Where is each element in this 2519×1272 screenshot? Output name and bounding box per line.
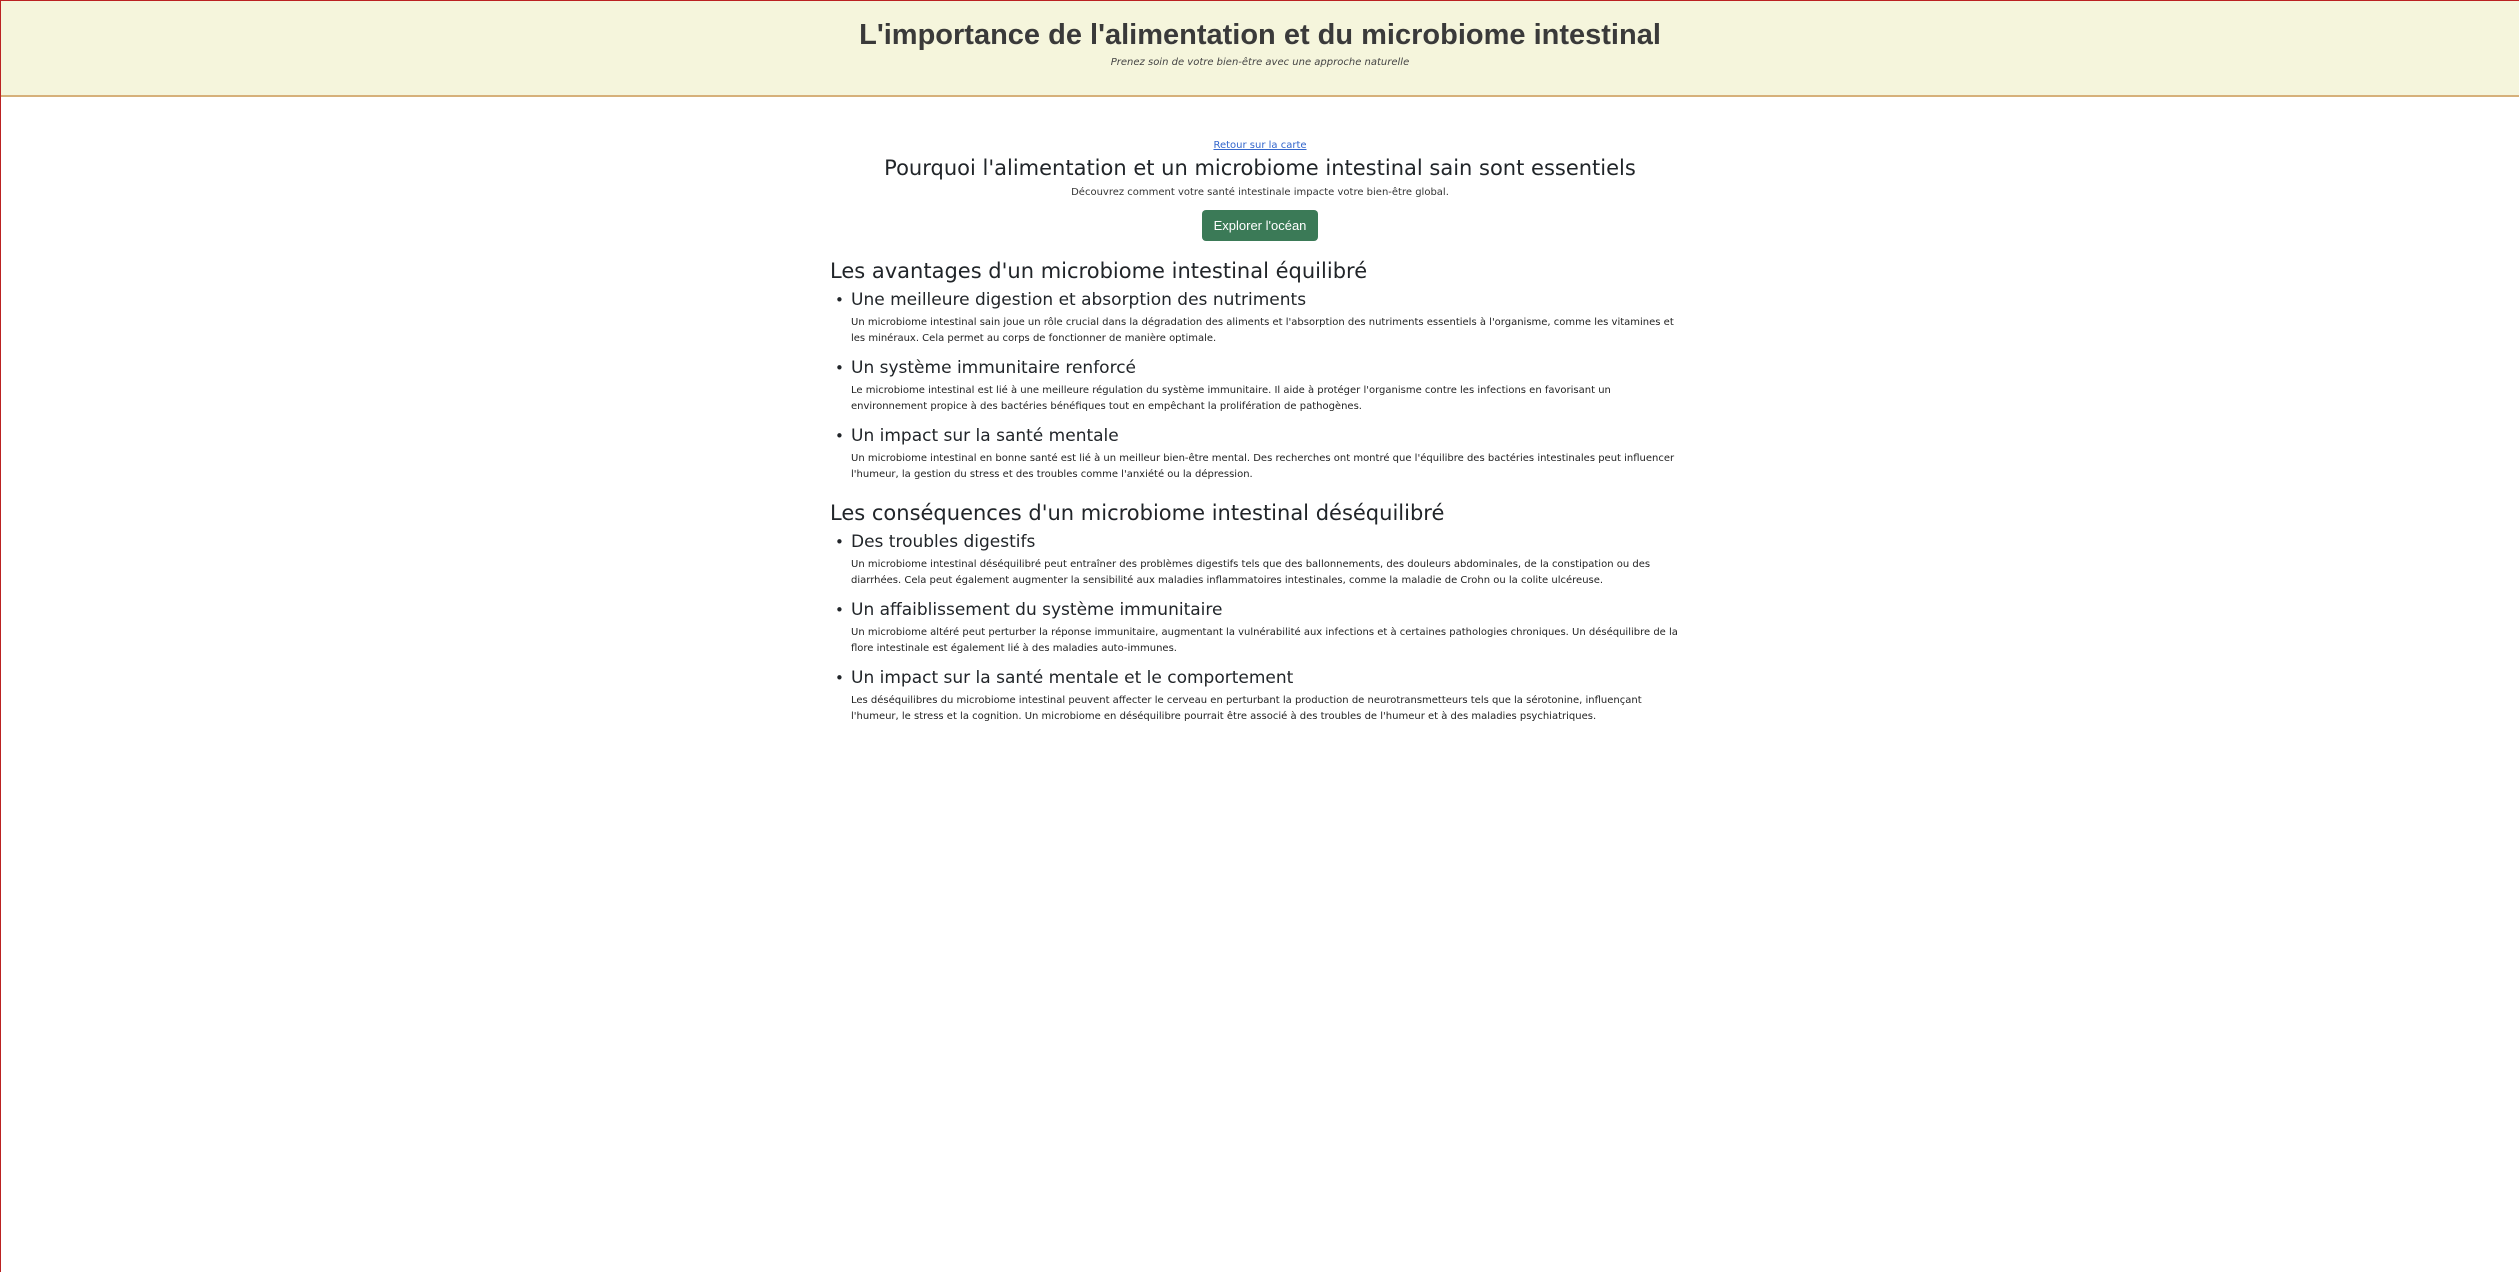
item-title: • Un système immunitaire renforcé — [851, 358, 1136, 378]
section-consequences — [830, 499, 1690, 725]
list-item — [851, 529, 1690, 589]
benefits-list — [830, 287, 1690, 483]
page-heading: Pourquoi l'alimentation et un microbiome intestinal sain sont essentiels — [884, 156, 1636, 180]
list-item — [851, 287, 1690, 347]
item-text: Un microbiome intestinal déséquilibré peut entraîner des problèmes digestifs tels que des ballonnements, des douleurs abdominales, de la constipation ou des diarrhées. Cela peut également augmenter la sensibilité aux maladies inflammatoires intestinales, comme la maladie de Crohn ou la colite ulcéreuse. — [851, 559, 1651, 586]
section-title: Les avantages d'un microbiome intestinal équilibré — [830, 259, 1368, 283]
site-header — [1, 0, 2519, 97]
item-text: Les déséquilibres du microbiome intestinal peuvent affecter le cerveau en perturbant la production de neurotransmetteurs tels que la sérotonine, influençant l'humeur, le stress et la cognition. Un microbiome en déséquilibre pourrait être associé à des troubles de l'humeur et à des maladies psychiatriques. — [851, 695, 1642, 722]
item-title: • Une meilleure digestion et absorption des nutriments — [851, 290, 1307, 310]
item-text: Un microbiome intestinal sain joue un rôle crucial dans la dégradation des aliments et l'absorption des nutriments essentiels à l'organisme, comme les vitamines et les minéraux. Cela permet au corps de fonctionner de manière optimale. — [851, 317, 1674, 344]
item-title: • Des troubles digestifs — [851, 532, 1036, 552]
list-item — [851, 423, 1690, 483]
item-title: • Un impact sur la santé mentale — [851, 426, 1119, 446]
back-to-map-link[interactable]: Retour sur la carte — [1213, 140, 1307, 151]
intro-block — [830, 133, 1690, 241]
item-title: • Un affaiblissement du système immunitaire — [851, 600, 1223, 620]
site-tagline: Prenez soin de votre bien-être avec une approche naturelle — [1110, 57, 1410, 68]
list-item — [851, 597, 1690, 657]
section-benefits — [830, 257, 1690, 483]
section-title: Les conséquences d'un microbiome intestinal déséquilibré — [830, 501, 1445, 525]
explore-ocean-button[interactable]: Explorer l'océan — [1202, 210, 1319, 241]
site-title: L'importance de l'alimentation et du microbiome intestinal — [859, 19, 1661, 51]
item-text: Le microbiome intestinal est lié à une meilleure régulation du système immunitaire. Il aide à protéger l'organisme contre les infections en favorisant un environnement propice à des bactéries bénéfiques tout en empêchant la prolifération de pathogènes. — [851, 385, 1611, 412]
page-intro: Découvrez comment votre santé intestinale impacte votre bien-être global. — [1071, 187, 1449, 198]
item-text: Un microbiome intestinal en bonne santé est lié à un meilleur bien-être mental. Des recherches ont montré que l'équilibre des bactéries intestinales peut influencer l'humeur, la gestion du stress et des troubles comme l'anxiété ou la dépression. — [851, 453, 1675, 480]
main-content — [830, 97, 1690, 725]
item-title: • Un impact sur la santé mentale et le comportement — [851, 668, 1294, 688]
item-text: Un microbiome altéré peut perturber la réponse immunitaire, augmentant la vulnérabilité aux infections et à certaines pathologies chroniques. Un déséquilibre de la flore intestinale est également lié à des maladies auto-immunes. — [851, 627, 1678, 654]
list-item — [851, 665, 1690, 725]
consequences-list — [830, 529, 1690, 725]
list-item — [851, 355, 1690, 415]
